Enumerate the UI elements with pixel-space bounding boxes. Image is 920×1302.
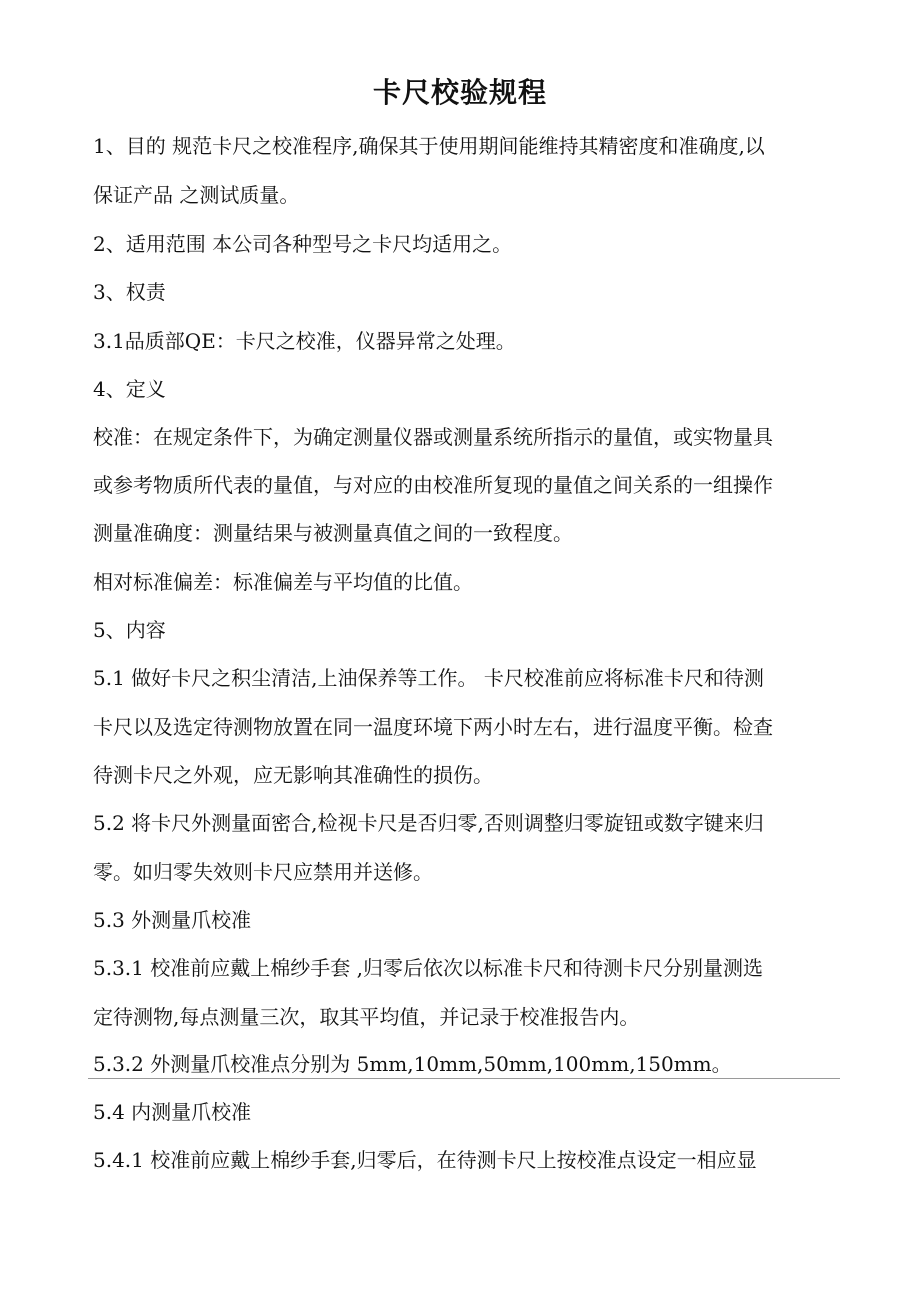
purpose-line-2: 保证产品 之测试质量。: [93, 183, 300, 207]
section-5-3-1-line-2: 定待测物,每点测量三次，取其平均值，并记录于校准报告内。: [93, 1005, 640, 1029]
purpose-line-1: 1、目的 规范卡尺之校准程序,确保其于使用期间能维持其精密度和准确度,以: [93, 134, 765, 158]
section-5-4-heading: 5.4 内测量爪校准: [93, 1100, 252, 1124]
section-5-1-line-3: 待测卡尺之外观，应无影响其准确性的损伤。: [93, 763, 493, 787]
accuracy-definition-line: 测量准确度：测量结果与被测量真值之间的一致程度。: [93, 521, 573, 545]
section-5-1-line-2: 卡尺以及选定待测物放置在同一温度环境下两小时左右，进行温度平衡。检查: [93, 715, 773, 739]
horizontal-divider: [88, 1078, 840, 1079]
document-title: 卡尺校验规程: [372, 76, 547, 109]
calibration-definition-line-2: 或参考物质所代表的量值，与对应的由校准所复现的量值之间关系的一组操作: [93, 473, 773, 497]
section-5-3-2-line: 5.3.2 外测量爪校准点分别为 5mm,10mm,50mm,100mm,150mm。: [93, 1052, 732, 1076]
section-5-2-line-2: 零。如归零失效则卡尺应禁用并送修。: [93, 860, 433, 884]
scope-line: 2、适用范围 本公司各种型号之卡尺均适用之。: [93, 232, 513, 256]
rsd-definition-line: 相对标准偏差：标准偏差与平均值的比值。: [93, 570, 473, 594]
section-5-3-1-line-1: 5.3.1 校准前应戴上棉纱手套 ,归零后依次以标准卡尺和待测卡尺分别量测选: [93, 956, 763, 980]
calibration-definition-line-1: 校准：在规定条件下，为确定测量仪器或测量系统所指示的量值，或实物量具: [93, 425, 773, 449]
content-heading: 5、内容: [93, 618, 166, 642]
definition-heading: 4、定义: [93, 377, 166, 401]
section-5-1-line-1: 5.1 做好卡尺之积尘清洁,上油保养等工作。 卡尺校准前应将标准卡尺和待测: [93, 666, 764, 690]
responsibility-heading: 3、权责: [93, 280, 166, 304]
section-5-2-line-1: 5.2 将卡尺外测量面密合,检视卡尺是否归零,否则调整归零旋钮或数字键来归: [93, 811, 764, 835]
section-5-4-1-line-1: 5.4.1 校准前应戴上棉纱手套,归零后，在待测卡尺上按校准点设定一相应显: [93, 1148, 757, 1172]
section-5-3-heading: 5.3 外测量爪校准: [93, 908, 252, 932]
responsibility-qe-line: 3.1品质部QE：卡尺之校准，仪器异常之处理。: [93, 329, 516, 353]
